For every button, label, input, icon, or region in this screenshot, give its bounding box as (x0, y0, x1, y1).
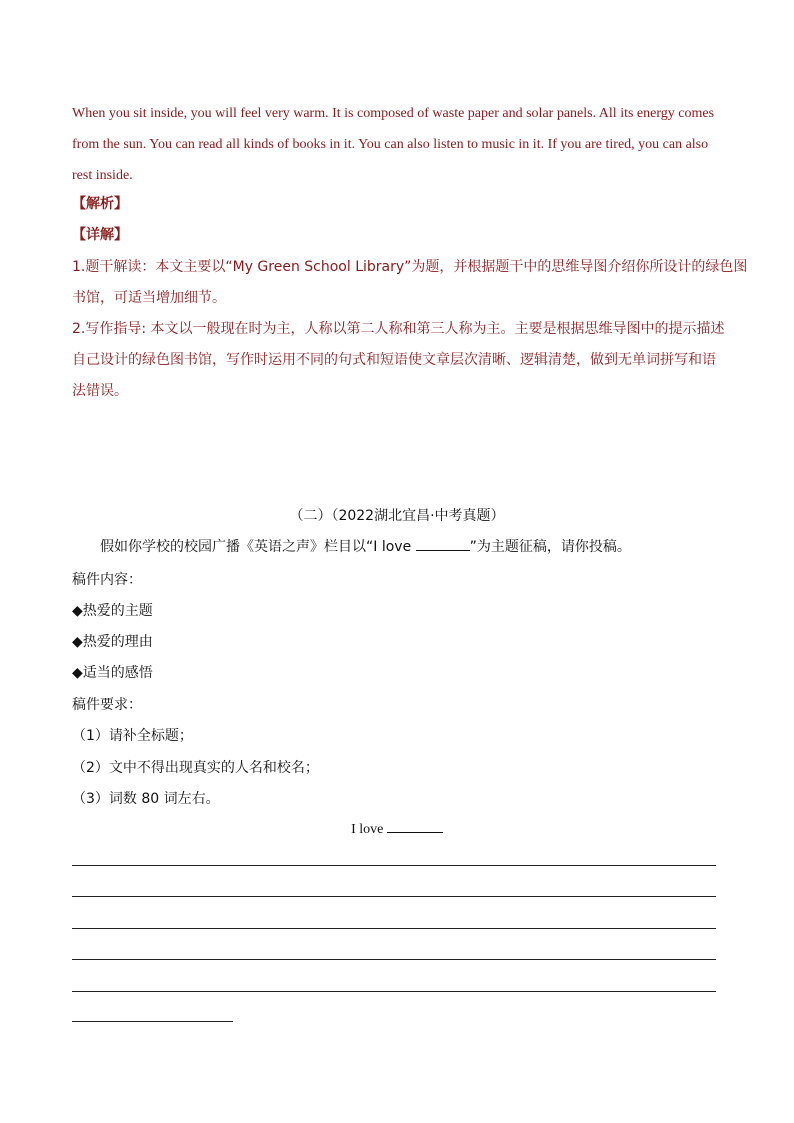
content-item: ◆热爱的理由 (72, 634, 153, 650)
content-item: ◆热爱的主题 (72, 603, 153, 619)
explanation-line: 1.题干解读：本文主要以“My Green School Library”为题，并根据题干中的思维导图介绍你所设计的绿色图 (72, 259, 748, 275)
content-item: ◆适当的感悟 (72, 665, 153, 681)
prompt-text-after: ”为主题征稿，请你投稿。 (469, 539, 631, 555)
essay-line: When you sit inside, you will feel very warm. It is composed of waste paper and solar panels. All its energy comes (72, 106, 715, 121)
writing-line (72, 959, 716, 960)
explanation-line: 书馆，可适当增加细节。 (72, 290, 226, 306)
writing-line-short (72, 1021, 233, 1022)
requirement-item: （2）文中不得出现真实的人名和校名； (72, 760, 319, 776)
explanation-line: 2.写作指导: 本文以一般现在时为主，人称以第二人称和第三人称为主。主要是根据思维导图中的提示描述 (72, 321, 725, 337)
heading-text: I love (351, 822, 387, 837)
explanation-line: 法错误。 (72, 383, 128, 399)
writing-line (72, 991, 716, 992)
writing-line (72, 865, 716, 866)
explanation-line: 自己设计的绿色图书馆，写作时运用不同的句式和短语使文章层次清晰、逻辑清楚，做到无单词拼写和语 (72, 352, 716, 368)
essay-heading (0, 818, 794, 838)
explanation-item-1 (72, 252, 748, 314)
requirement-item: （1）请补全标题； (72, 728, 193, 744)
explanation-item-2 (72, 314, 725, 407)
analysis-tag: 【解析】 (72, 196, 128, 212)
essay-line: from the sun. You can read all kinds of books in it. You can also listen to music in it. If you are tired, you can also (72, 137, 709, 152)
requirement-item: （3）词数 80 词左右。 (72, 791, 220, 807)
writing-line (72, 928, 716, 929)
prompt-blank (416, 536, 470, 551)
writing-prompt (100, 536, 631, 556)
section-title: （二）（2022湖北宜昌·中考真题） (289, 508, 505, 524)
essay-line: rest inside. (72, 168, 133, 183)
detail-tag: 【详解】 (72, 227, 128, 243)
heading-blank (387, 818, 443, 833)
content-label: 稿件内容： (72, 572, 142, 588)
essay-text (72, 98, 722, 191)
requirements-label: 稿件要求： (72, 697, 142, 713)
prompt-text-before: 假如你学校的校园广播《英语之声》栏目以“I love (100, 539, 416, 555)
writing-line (72, 896, 716, 897)
